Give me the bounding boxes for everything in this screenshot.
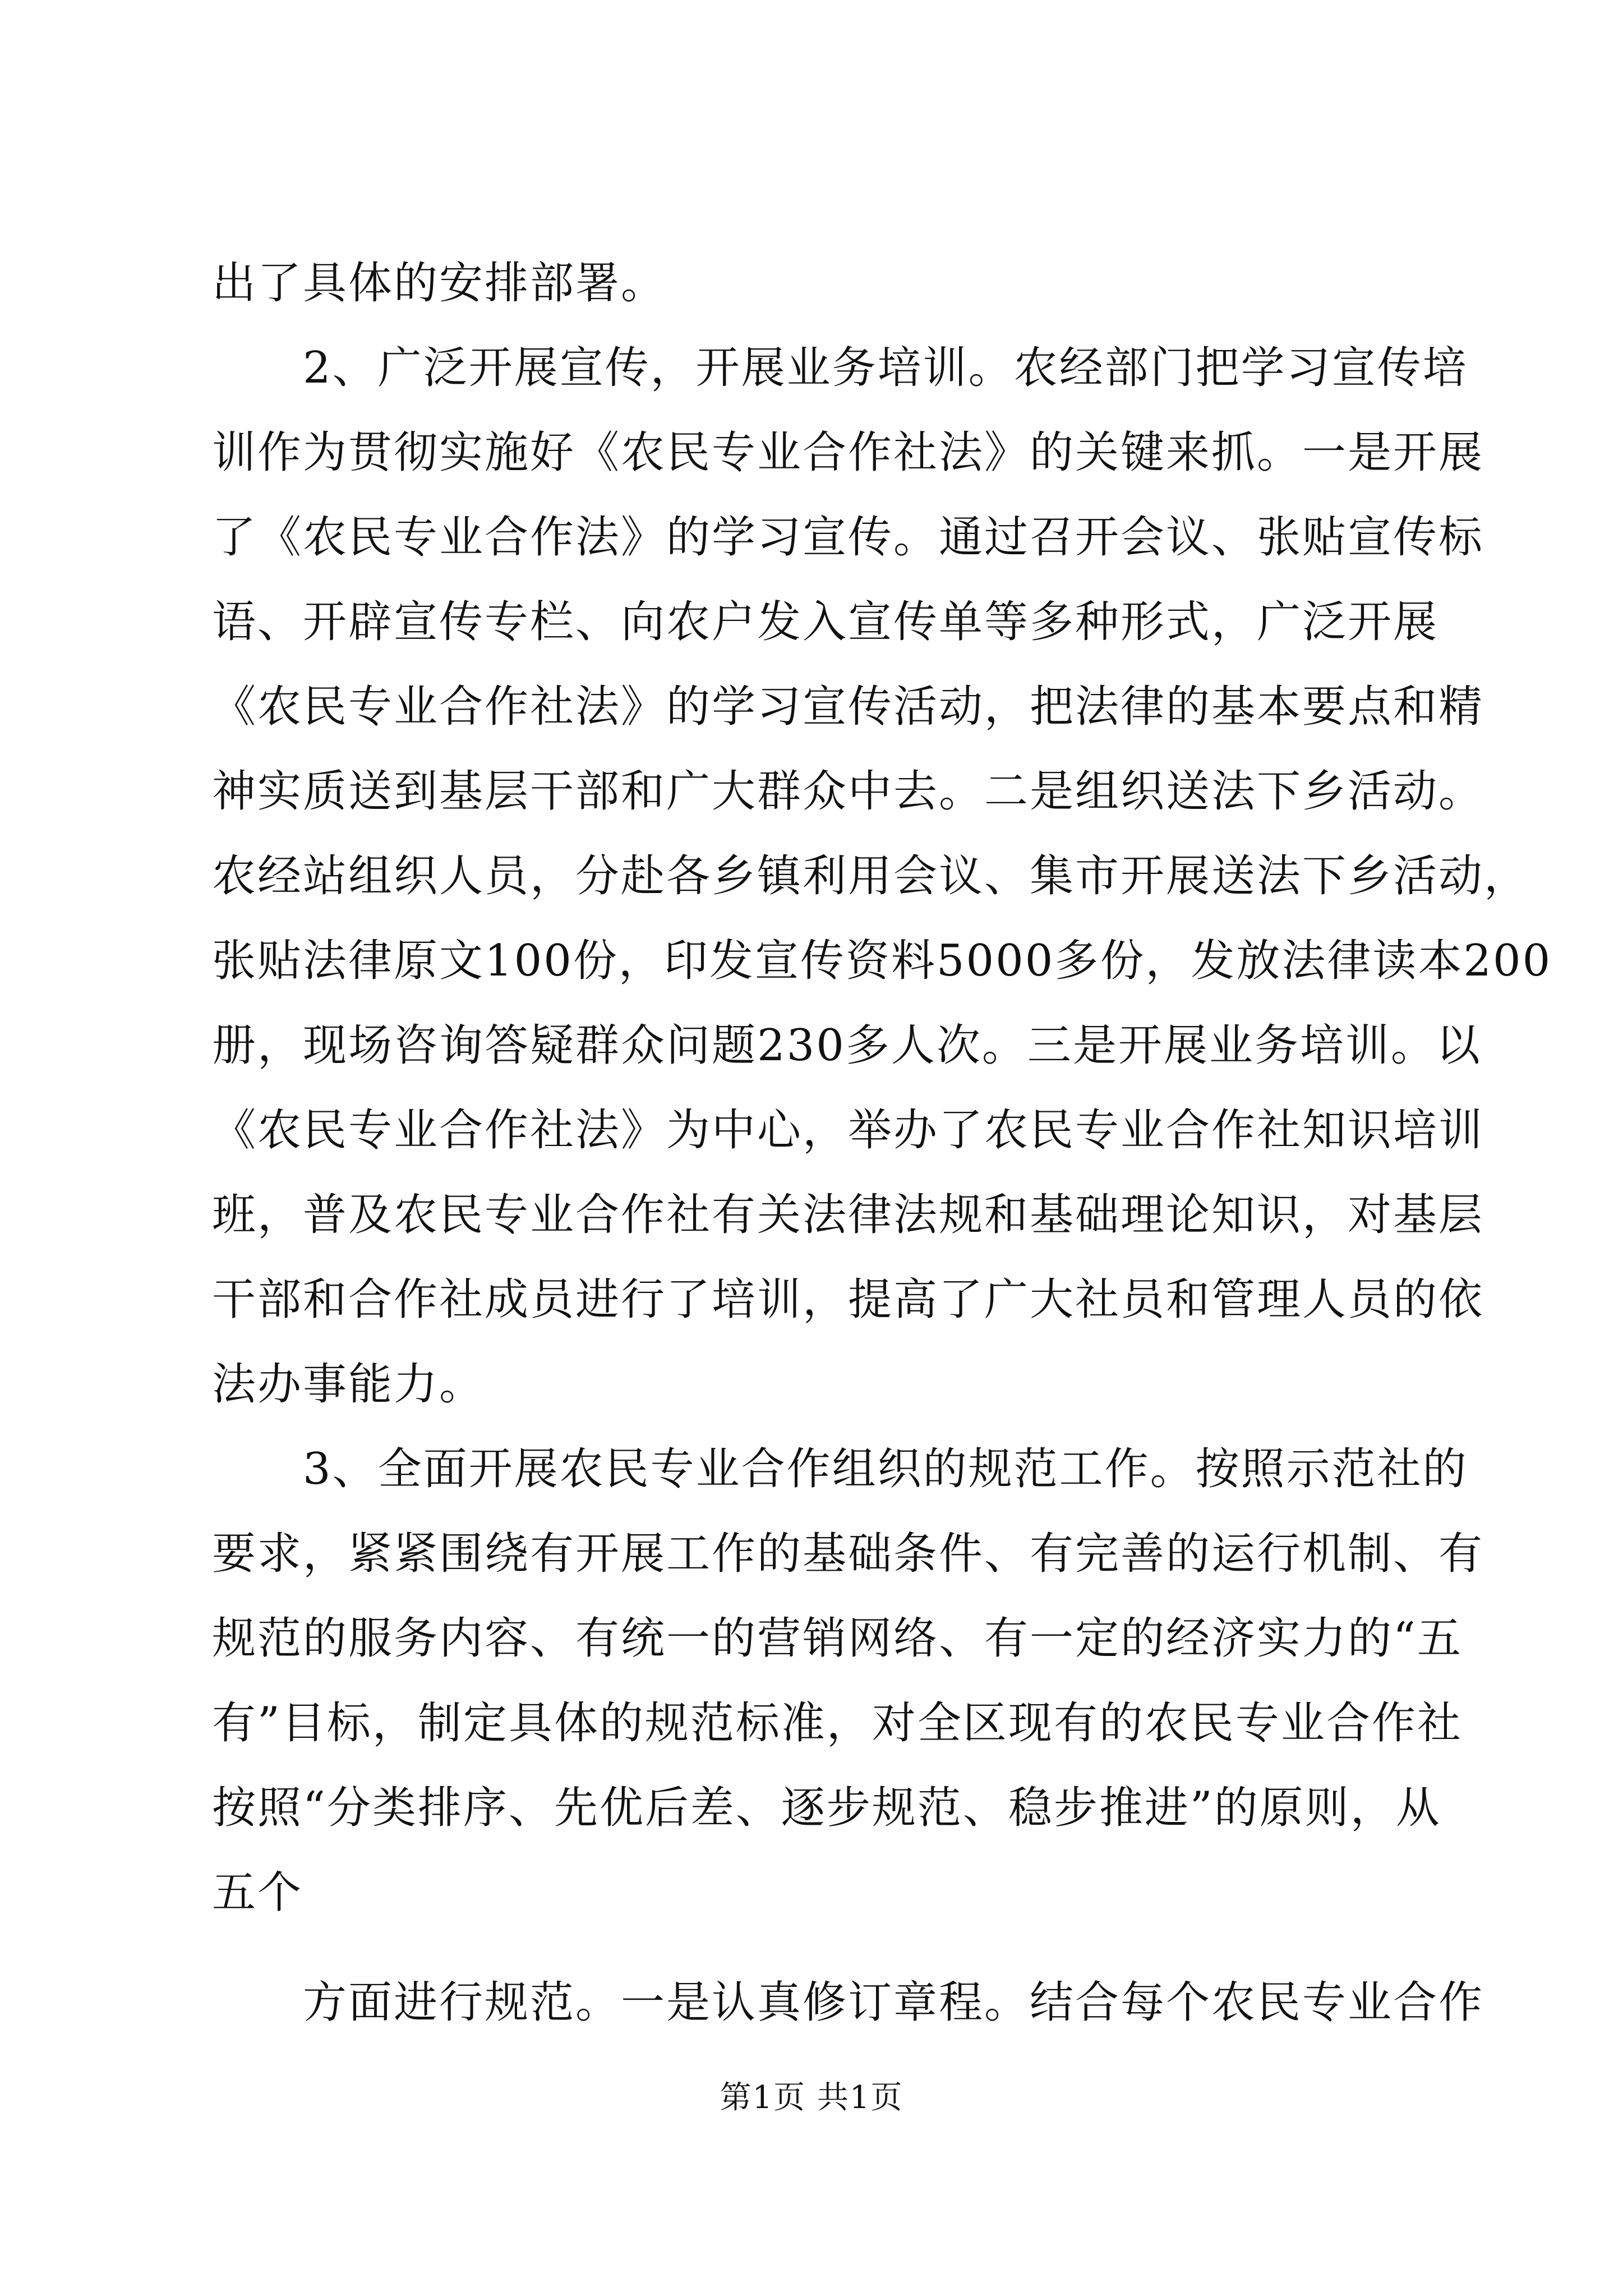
- paragraph-2-start: 2、广泛开展宣传，开展业务培训。农经部门把学习宣传培: [303, 343, 1468, 393]
- text-line: 《农民专业合作社法》的学习宣传活动，把法律的基本要点和精: [212, 682, 1484, 732]
- text-line: 要求，紧紧围绕有开展工作的基础条件、有完善的运行机制、有: [212, 1529, 1484, 1579]
- text-line: 语、开辟宣传专栏、向农户发入宣传单等多种形式，广泛开展: [212, 597, 1439, 647]
- text-line: 训作为贯彻实施好《农民专业合作社法》的关键来抓。一是开展: [212, 427, 1484, 478]
- text-line: 五个: [212, 1867, 303, 1918]
- text-line: 张贴法律原文100份，印发宣传资料5000多份，发放法律读本200: [212, 936, 1552, 986]
- text-line: 《农民专业合作社法》为中心，举办了农民专业合作社知识培训: [212, 1105, 1484, 1156]
- text-line: 农经站组织人员，分赴各乡镇利用会议、集市开展送法下乡活动，: [212, 851, 1530, 901]
- document-body: [212, 241, 1552, 2045]
- text-line: 神实质送到基层干部和广大群众中去。二是组织送法下乡活动。: [212, 766, 1484, 817]
- text-line: 册，现场咨询答疑群众问题230多人次。三是开展业务培训。以: [212, 1020, 1482, 1071]
- text-line: 干部和合作社成员进行了培训，提高了广大社员和管理人员的依: [212, 1274, 1484, 1325]
- text-line: 有”目标，制定具体的规范标准，对全区现有的农民专业合作社: [212, 1698, 1463, 1749]
- text-line: 法办事能力。: [212, 1359, 485, 1410]
- continued-paragraph-line: 方面进行规范。一是认真修订章程。结合每个农民专业合作: [303, 1977, 1484, 2028]
- paragraph-3-start: 3、全面开展农民专业合作组织的规范工作。按照示范社的: [303, 1444, 1468, 1494]
- page-number-footer: 第1页 共1页: [720, 2079, 903, 2116]
- text-line: 规范的服务内容、有统一的营销网络、有一定的经济实力的“五: [212, 1613, 1463, 1664]
- text-line: 班，普及农民专业合作社有关法律法规和基础理论知识，对基层: [212, 1190, 1484, 1240]
- text-line: 出了具体的安排部署。: [212, 258, 667, 309]
- text-line: 按照“分类排序、先优后差、逐步规范、稳步推进”的原则，从: [212, 1783, 1441, 1833]
- text-line: 了《农民专业合作法》的学习宣传。通过召开会议、张贴宣传标: [212, 512, 1484, 563]
